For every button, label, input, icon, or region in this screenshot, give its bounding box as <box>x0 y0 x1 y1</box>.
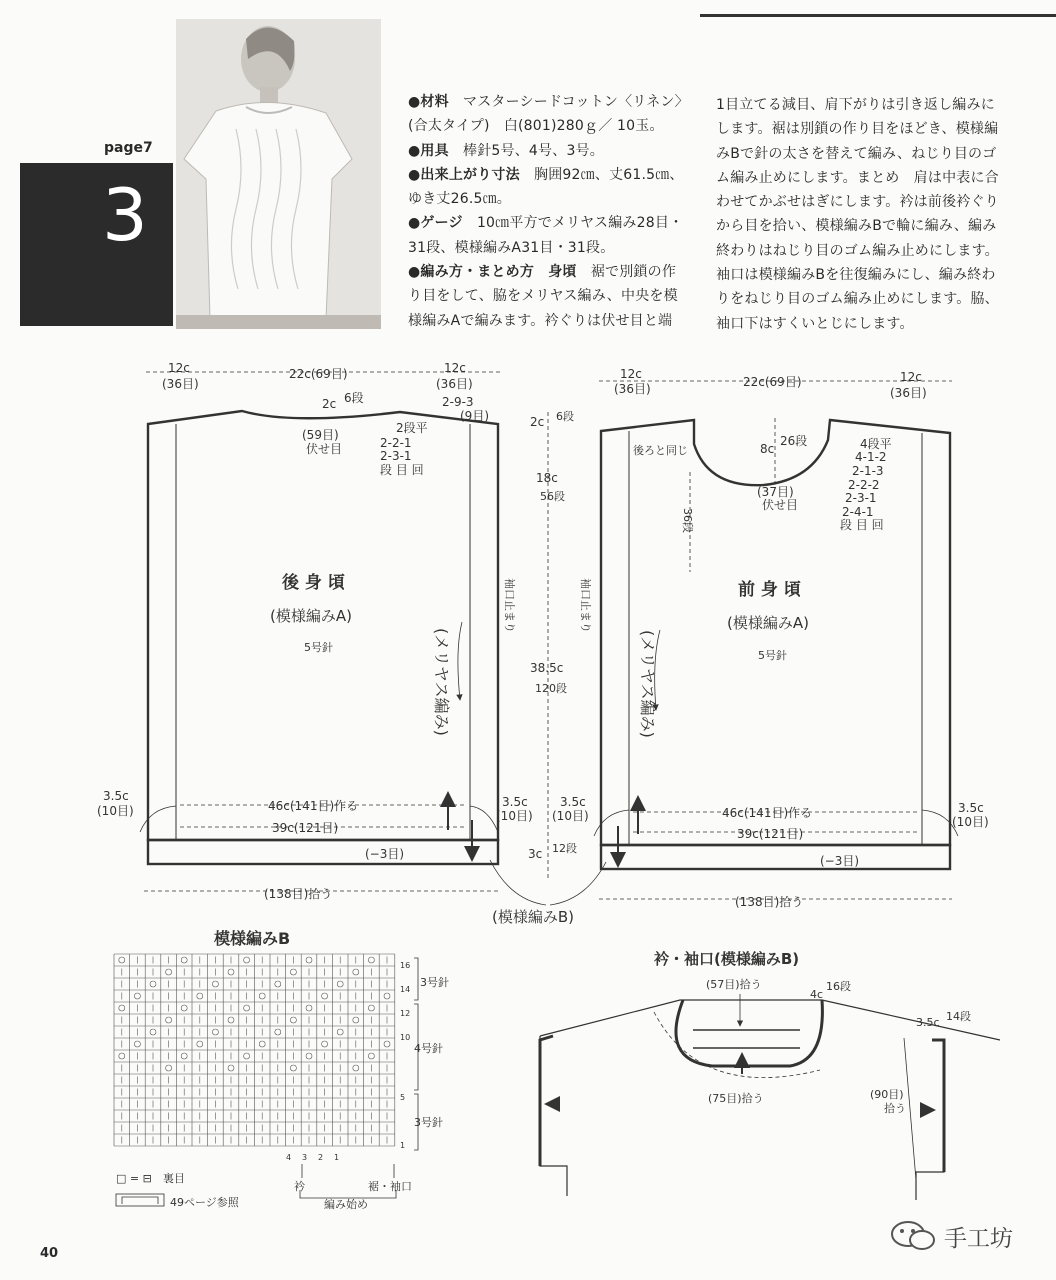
legend-ref: 49ページ参照 <box>170 1196 239 1209</box>
chart-symbol-yarn-over <box>244 957 250 963</box>
front-needle: 5号針 <box>758 649 787 662</box>
chart-symbol-yarn-over <box>181 1053 187 1059</box>
chart-row-16: 16 <box>400 961 411 970</box>
chart-symbol-yarn-over <box>181 1005 187 1011</box>
front-dec-4: 2-3-1 <box>845 491 877 505</box>
instructions-column-1 <box>408 90 688 333</box>
front-dec-3: 2-2-2 <box>848 478 880 492</box>
chart-symbol-yarn-over <box>306 957 312 963</box>
chart-symbol-yarn-over <box>290 1017 296 1023</box>
back-body-labels <box>97 361 533 901</box>
front-width: 39c(121目) <box>737 827 804 841</box>
chart-symbol-yarn-over <box>259 993 265 999</box>
v-shoulder: 2c <box>530 415 545 429</box>
chart-symbol-yarn-over <box>353 969 359 975</box>
watermark <box>886 1218 1036 1254</box>
chart-symbol-yarn-over <box>322 1041 328 1047</box>
back-top-right-st: (36目) <box>436 377 473 391</box>
chart-hem-cuff-label: 裾・袖口 <box>368 1180 412 1193</box>
front-top-left-st: (36目) <box>614 382 651 396</box>
back-width: 39c(121目) <box>272 821 339 835</box>
chart-symbol-yarn-over <box>228 1065 234 1071</box>
back-neck-rows: 6段 <box>344 391 364 405</box>
instruction-paragraph <box>408 211 688 260</box>
neck-pick-bottom: (75目)拾う <box>708 1092 764 1105</box>
chart-col-2: 2 <box>318 1153 324 1162</box>
front-top-left: 12c <box>620 367 642 381</box>
instruction-paragraph <box>408 163 688 212</box>
chart-symbol-yarn-over <box>228 1017 234 1023</box>
instruction-heading: ●材料 <box>408 94 449 110</box>
chart-symbol-yarn-over <box>368 957 374 963</box>
back-bind-off: (59目) <box>302 428 339 442</box>
front-dec-note: (−3目) <box>820 854 860 868</box>
chart-col-3: 3 <box>302 1153 308 1162</box>
chart-symbol-yarn-over <box>275 1029 281 1035</box>
cuff-rows: 14段 <box>946 1010 971 1023</box>
chart-symbol-yarn-over <box>306 1053 312 1059</box>
cuff-pick: (90目) <box>870 1088 904 1101</box>
chart-b <box>114 929 449 1211</box>
back-right-dec-st: (9目) <box>460 409 489 423</box>
chart-neck-label: 衿 <box>294 1180 305 1193</box>
neck-cuff-diagram <box>540 950 1000 1200</box>
back-side-left: 3.5c <box>103 789 129 803</box>
instruction-heading: ●用具 <box>408 142 449 159</box>
wechat-icon <box>886 1218 942 1254</box>
neck-title: 衿・袖口(模様編みB) <box>654 950 800 968</box>
front-top-right: 12c <box>900 370 922 384</box>
back-short-row-1: 2-2-1 <box>380 436 412 450</box>
chart-b-title: 模様編みB <box>214 929 291 948</box>
back-pickup: (138目)拾う <box>264 887 333 901</box>
back-top-right: 12c <box>444 361 466 375</box>
back-cuff-mark: 袖口止まり <box>503 578 516 633</box>
front-bind-off: (37目) <box>757 485 794 499</box>
instructions-column-2: 1目立てる減目、肩下がりは引き返し編みにします。裾は別鎖の作り目をほどき、模様編みBで針の太さを替えて編み、ねじり目のゴム編み止めにします。まとめ 肩は中表に合わせてかぶせはぎにします。衿は前後衿ぐりから目を拾い、模様編みBで輪に編み、編み終わりはねじり目のゴム編み止めにします。袖口は模様編みBを往復編みにし、編み終わりをねじり目のゴム編み止めにします。脇、袖口下はすくいとじにします。 <box>716 97 999 332</box>
chart-row-12: 12 <box>400 1009 411 1018</box>
chart-symbol-yarn-over <box>384 993 390 999</box>
instruction-text: マスターシードコットン〈リネン〉(合太タイプ) 白(801)280ｇ／ 10玉。 <box>408 94 682 135</box>
chart-col-1: 1 <box>334 1153 340 1162</box>
neck-depth: 4c <box>810 988 824 1001</box>
instruction-text: 裾で別鎖の作り目をして、脇をメリヤス編み、中央を模様編みAで編みます。衿ぐりは伏せ目と端 <box>408 264 678 329</box>
model-photo-illustration <box>176 19 381 329</box>
back-side-left-st: (10目) <box>97 804 134 818</box>
front-dec-6: 段 目 回 <box>840 518 884 532</box>
v-body: 38.5c <box>530 661 564 675</box>
front-cuff-mark: 袖口止まり <box>579 578 592 633</box>
back-bind-off-label: 伏せ目 <box>306 442 343 456</box>
front-dec-2: 2-1-3 <box>852 464 884 478</box>
chart-col-4: 4 <box>286 1153 292 1162</box>
cuff-pick-label: 拾う <box>884 1102 906 1115</box>
back-short-row-0: 2段平 <box>396 421 428 435</box>
chart-row-10: 10 <box>400 1033 411 1042</box>
page-reference: page7 <box>104 140 153 156</box>
front-cast-on: 46c(141目)作る <box>722 806 813 820</box>
front-neck-depth: 8c <box>760 442 775 456</box>
chart-row-14: 14 <box>400 985 411 994</box>
instruction-text: 棒針5号、4号、3号。 <box>448 142 604 159</box>
front-dec-0: 4段平 <box>860 437 892 451</box>
front-bind-off-label: 伏せ目 <box>762 498 799 512</box>
chart-symbol-yarn-over <box>150 1029 156 1035</box>
back-side-right: 3.5c <box>502 795 528 809</box>
v-body-rows: 120段 <box>535 682 567 695</box>
chart-symbol-yarn-over <box>119 957 125 963</box>
front-top-right-st: (36目) <box>890 386 927 400</box>
back-top-left-st: (36目) <box>162 377 199 391</box>
instruction-heading: ●出来上がり寸法 <box>408 166 520 183</box>
chart-symbol-yarn-over <box>197 993 203 999</box>
front-side-right-st: (10目) <box>952 815 989 829</box>
v-armhole-rows: 56段 <box>540 490 565 503</box>
back-dec-note: (−3目) <box>365 847 405 861</box>
v-armhole: 18c <box>536 471 558 485</box>
chart-symbol-yarn-over <box>119 1053 125 1059</box>
front-inner-rows: 36段 <box>681 508 694 533</box>
chart-symbol-yarn-over <box>353 1065 359 1071</box>
chart-symbol-yarn-over <box>337 1029 343 1035</box>
back-pattern: (模様編みA) <box>270 607 352 625</box>
front-pattern: (模様編みA) <box>727 614 809 632</box>
back-cast-on: 46c(141目)作る <box>268 799 359 813</box>
needle-4: 4号針 <box>414 1042 443 1055</box>
vertical-measurements <box>528 410 577 861</box>
needle-3-bottom: 3号針 <box>414 1116 443 1129</box>
chart-symbol-yarn-over <box>384 1041 390 1047</box>
hem-pattern-label: (模様編みB) <box>492 908 574 926</box>
chart-symbol-yarn-over <box>134 993 140 999</box>
chart-symbol-yarn-over <box>150 981 156 987</box>
v-shoulder-rows: 6段 <box>556 410 574 423</box>
back-short-row-2: 2-3-1 <box>380 449 412 463</box>
front-top-mid: 22c(69目) <box>743 375 802 389</box>
back-title: 後 身 頃 <box>282 573 345 593</box>
chart-symbol-yarn-over <box>244 1005 250 1011</box>
chart-symbol-yarn-over <box>119 1005 125 1011</box>
chart-symbol-yarn-over <box>275 981 281 987</box>
chart-symbol-yarn-over <box>244 1053 250 1059</box>
front-neck-rows: 26段 <box>780 434 808 448</box>
chart-symbol-yarn-over <box>166 969 172 975</box>
chart-symbol-yarn-over <box>166 1017 172 1023</box>
page-number: 40 <box>40 1246 59 1261</box>
top-rule <box>700 14 1056 17</box>
back-needle: 5号針 <box>304 641 333 654</box>
instruction-text: 10㎝平方でメリヤス編み28目・31段、模様編みA31目・31段。 <box>408 215 684 256</box>
back-side-right-st: (10目) <box>496 809 533 823</box>
back-top-mid: 22c(69目) <box>289 367 348 381</box>
v-hem: 3c <box>528 847 543 861</box>
front-same-as-back: 後ろと同じ <box>633 444 688 457</box>
chart-symbol-yarn-over <box>181 957 187 963</box>
neck-pick-top: (57目)拾う <box>706 978 762 991</box>
chart-start-label: 編み始め <box>324 1198 368 1211</box>
front-side-label: (メリヤス編み) <box>638 630 657 738</box>
schematic-diagrams <box>0 340 1056 1240</box>
watermark-text: 手工坊 <box>944 1226 1013 1252</box>
back-top-left: 12c <box>168 361 190 375</box>
model-photo <box>176 19 381 329</box>
chart-symbol-yarn-over <box>228 969 234 975</box>
front-pickup: (138目)拾う <box>735 895 804 909</box>
chart-symbol-yarn-over <box>134 1041 140 1047</box>
v-hem-rows: 12段 <box>552 842 577 855</box>
chart-symbol-yarn-over <box>290 969 296 975</box>
instruction-paragraph <box>408 260 688 333</box>
front-side-left-st: (10目) <box>552 809 589 823</box>
front-side-right: 3.5c <box>958 801 984 815</box>
front-title: 前 身 頃 <box>738 580 801 600</box>
back-side-label: (メリヤス編み) <box>432 628 451 736</box>
instruction-paragraph <box>408 90 688 139</box>
chart-symbol-yarn-over <box>306 1005 312 1011</box>
instruction-heading: ●編み方・まとめ方 身頃 <box>408 264 577 281</box>
instruction-heading: ●ゲージ <box>408 215 463 232</box>
chart-row-1: 1 <box>400 1141 406 1150</box>
back-short-row-3: 段 目 回 <box>380 463 424 477</box>
back-neck-depth: 2c <box>322 397 337 411</box>
chart-symbol-yarn-over <box>212 1029 218 1035</box>
chart-symbol-yarn-over <box>322 993 328 999</box>
chart-symbol-yarn-over <box>353 1017 359 1023</box>
chart-symbol-yarn-over <box>212 981 218 987</box>
chart-symbol-yarn-over <box>337 981 343 987</box>
legend-purl: □ = ⊟ 裏目 <box>116 1172 185 1185</box>
front-dec-1: 4-1-2 <box>855 450 887 464</box>
needle-3-top: 3号針 <box>420 976 449 989</box>
pattern-number: 3 <box>102 173 148 257</box>
chart-symbol-yarn-over <box>290 1065 296 1071</box>
chart-symbol-yarn-over <box>368 1053 374 1059</box>
back-right-dec: 2-9-3 <box>442 395 474 409</box>
chart-symbol-yarn-over <box>259 1041 265 1047</box>
instruction-text: 胸囲92㎝、丈61.5㎝、ゆき丈26.5㎝。 <box>408 166 684 208</box>
neck-rows: 16段 <box>826 980 851 993</box>
instruction-paragraph <box>408 139 688 163</box>
front-side-left: 3.5c <box>560 795 586 809</box>
cuff-depth: 3.5c <box>916 1016 940 1029</box>
chart-symbol-yarn-over <box>166 1065 172 1071</box>
chart-symbol-yarn-over <box>197 1041 203 1047</box>
chart-row-5: 5 <box>400 1093 406 1102</box>
front-dec-5: 2-4-1 <box>842 505 874 519</box>
pattern-number-block <box>20 163 173 326</box>
chart-symbol-yarn-over <box>368 1005 374 1011</box>
